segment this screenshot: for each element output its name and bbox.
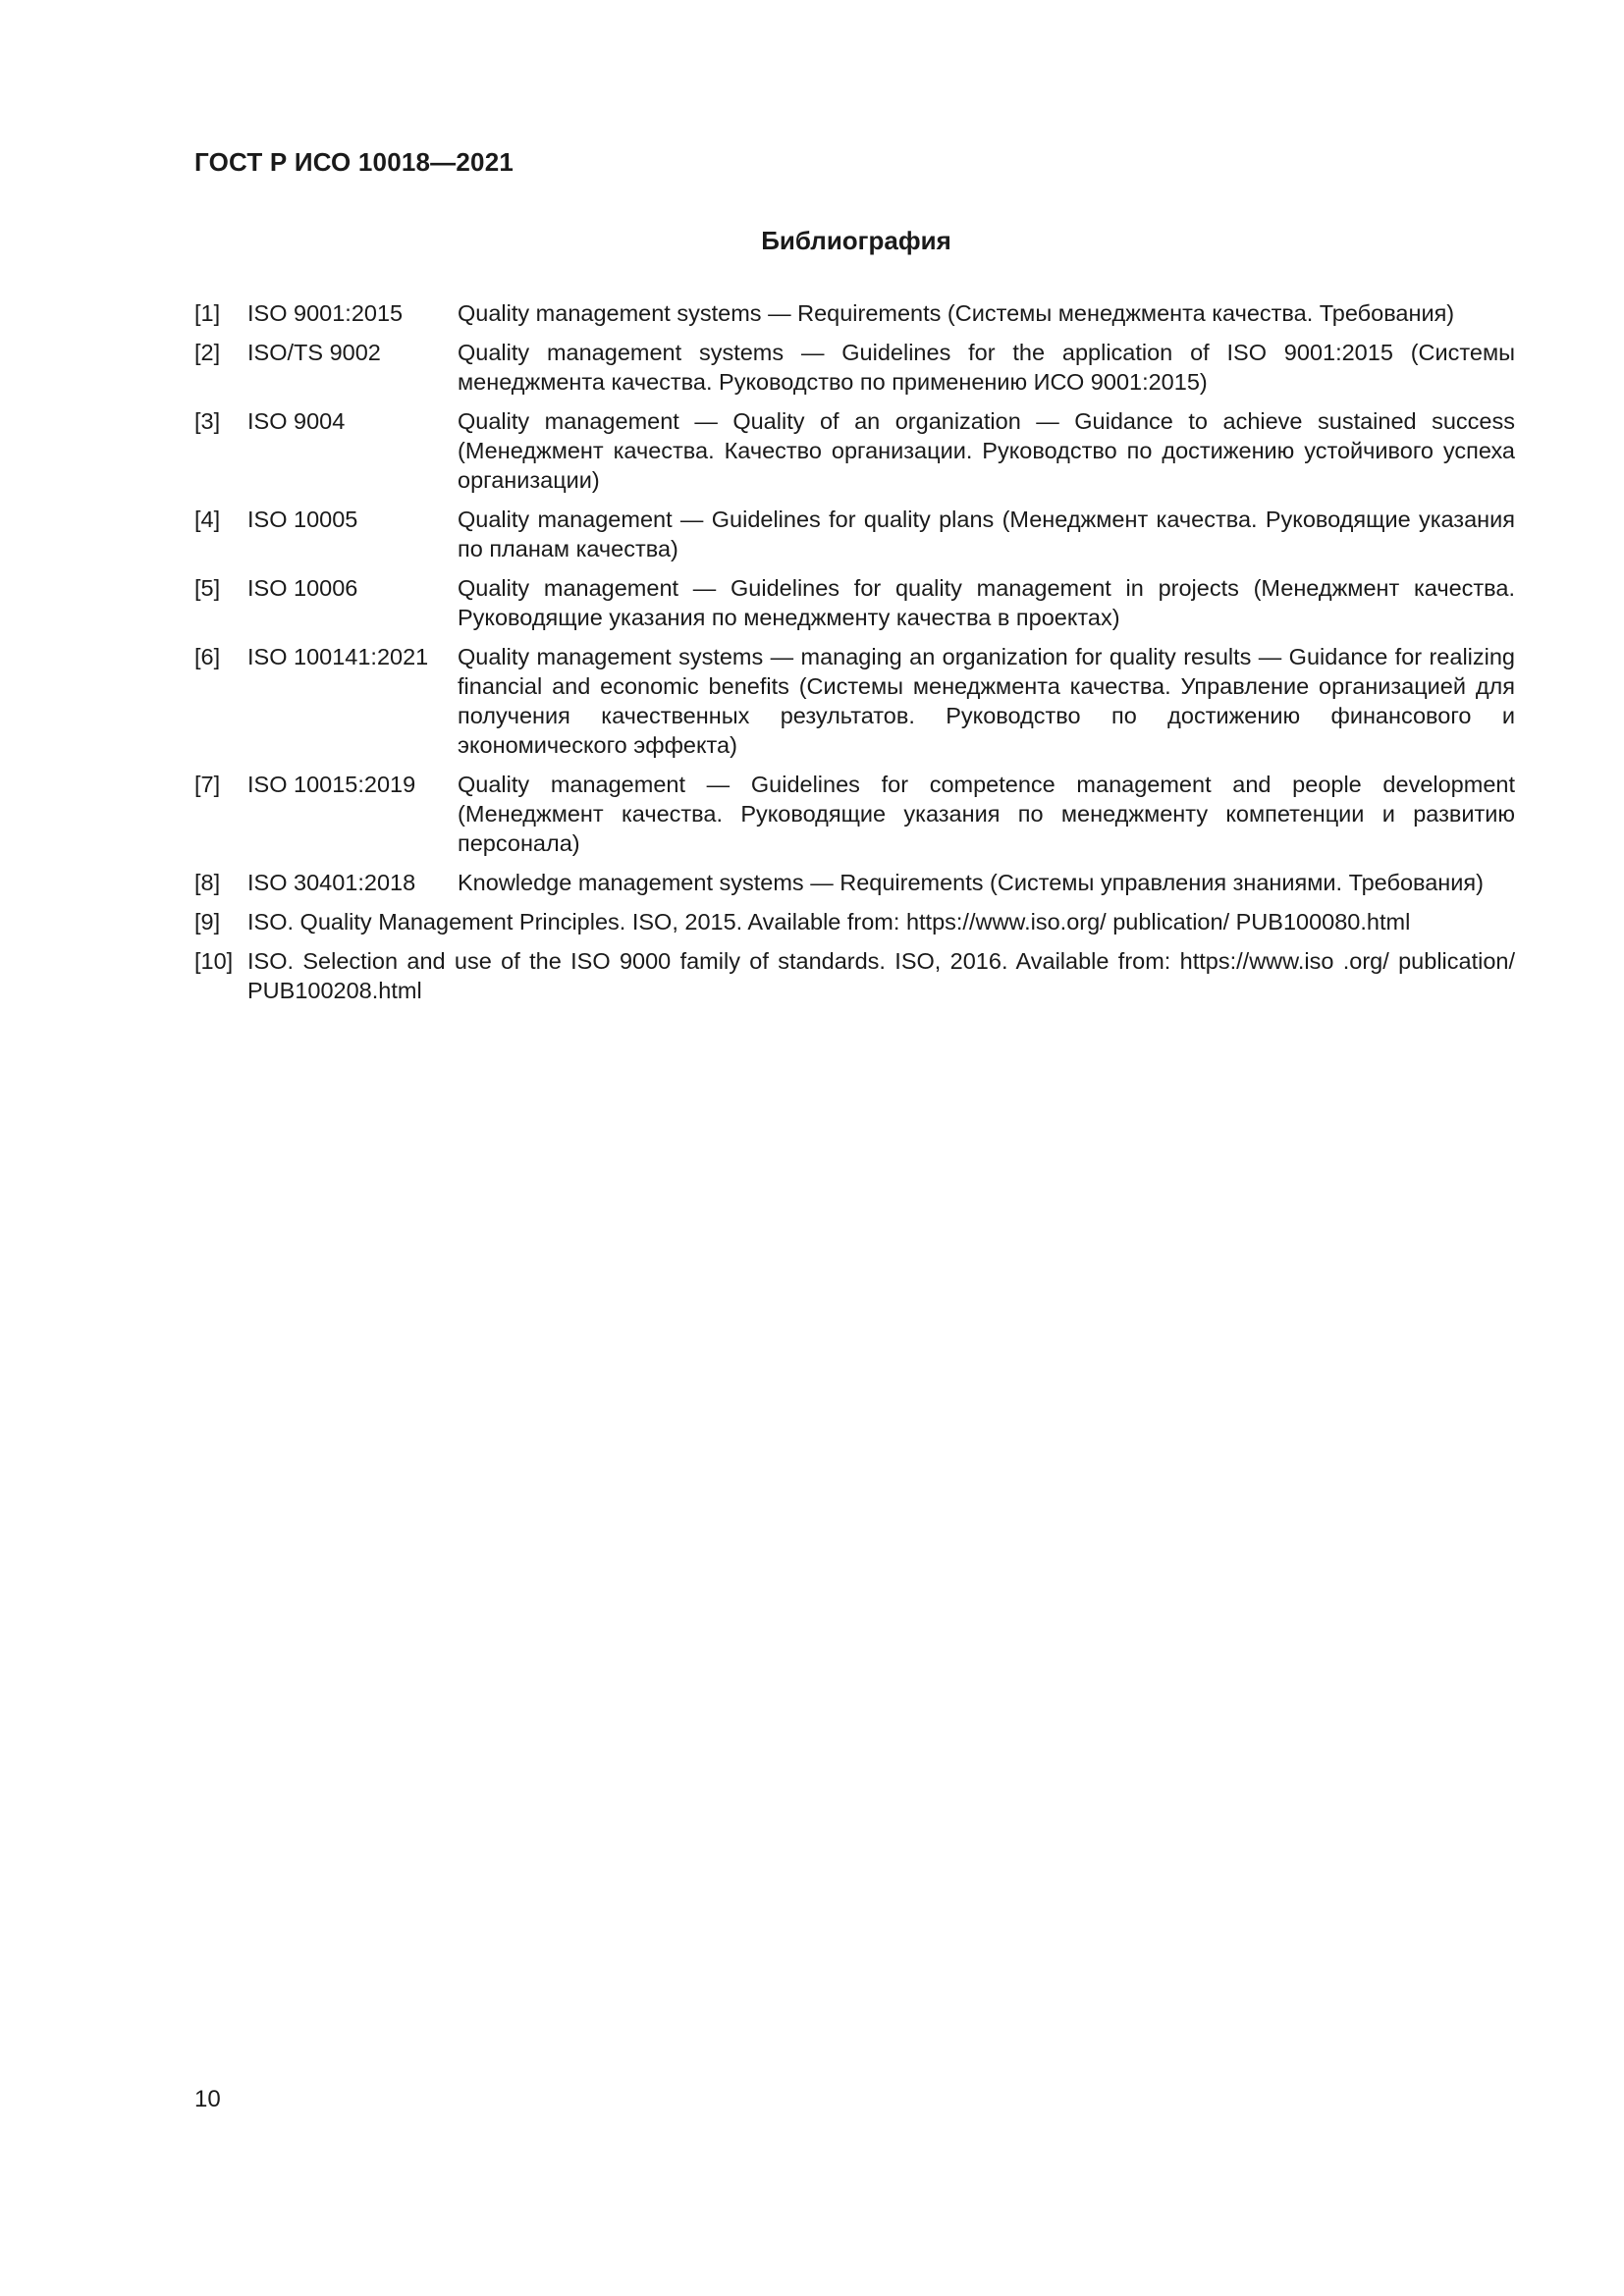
entry-number: [7] [194, 772, 221, 797]
bibliography-entry [194, 946, 1515, 1005]
entry-title: Knowledge management systems — Requirements (Системы управления знаниями. Требования) [458, 870, 1484, 895]
entry-standard-code: ISO 10005 [247, 507, 358, 532]
entry-title: Quality management — Guidelines for quality plans (Менеджмент качества. Руководящие указания по планам качества) [458, 507, 1515, 561]
entry-title: ISO. Quality Management Principles. ISO, 2015. Available from: https://www.iso.org/ publication/ PUB100080.html [247, 909, 1411, 934]
entry-title: Quality management — Guidelines for quality management in projects (Менеджмент качества. Руководящие указания по менеджменту качества в проектах) [458, 575, 1515, 630]
entry-number: [3] [194, 408, 221, 434]
entry-number: [9] [194, 909, 221, 934]
entry-title: Quality management — Quality of an organization — Guidance to achieve sustained success (Менеджмент качества. Качество организации. Руководство по достижению устойчивого успеха организации) [458, 408, 1515, 493]
entry-standard-code: ISO 10006 [247, 575, 358, 601]
entry-title: Quality management systems — managing an organization for quality results — Guidance for realizing financial and economic benefits (Системы менеджмента качества. Управление организацией для получения качественных результатов. Руководство по достижению финансового и экономического эффекта) [458, 644, 1515, 758]
bibliography-entry [194, 573, 1515, 632]
entry-number: [2] [194, 340, 221, 365]
entry-number: [4] [194, 507, 221, 532]
bibliography-entry [194, 298, 1515, 328]
entry-standard-code: ISO 30401:2018 [247, 870, 416, 895]
entry-standard-code: ISO 10015:2019 [247, 772, 416, 797]
bibliography-entry [194, 505, 1515, 563]
bibliography-entry [194, 907, 1515, 936]
entry-title: Quality management — Guidelines for competence management and people development (Менеджмент качества. Руководящие указания по менеджменту компетенции и развитию персонала) [458, 772, 1515, 856]
document-code: ГОСТ Р ИСО 10018—2021 [194, 147, 514, 177]
entry-number: [10] [194, 948, 234, 974]
entry-standard-code: ISO 9004 [247, 408, 346, 434]
entry-standard-code: ISO 100141:2021 [247, 644, 429, 669]
entry-title: ISO. Selection and use of the ISO 9000 family of standards. ISO, 2016. Available from: https://www.iso .org/ publication/ PUB100208.html [247, 948, 1515, 1003]
entry-title: Quality management systems — Requirements (Системы менеджмента качества. Требования) [458, 300, 1455, 326]
entry-number: [1] [194, 300, 221, 326]
entry-standard-code: ISO/TS 9002 [247, 340, 381, 365]
bibliography-entry [194, 642, 1515, 760]
bibliography-entry [194, 406, 1515, 495]
entry-title: Quality management systems — Guidelines for the application of ISO 9001:2015 (Системы менеджмента качества. Руководство по применению ИСО 9001:2015) [458, 340, 1515, 395]
entry-number: [5] [194, 575, 221, 601]
bibliography-title: Библиография [761, 226, 951, 255]
entry-standard-code: ISO 9001:2015 [247, 300, 404, 326]
entry-number: [6] [194, 644, 221, 669]
page-number: 10 [194, 2086, 221, 2112]
bibliography-entry [194, 770, 1515, 858]
bibliography-list [194, 298, 1515, 1015]
bibliography-entry [194, 338, 1515, 397]
bibliography-entry [194, 868, 1515, 897]
entry-number: [8] [194, 870, 221, 895]
